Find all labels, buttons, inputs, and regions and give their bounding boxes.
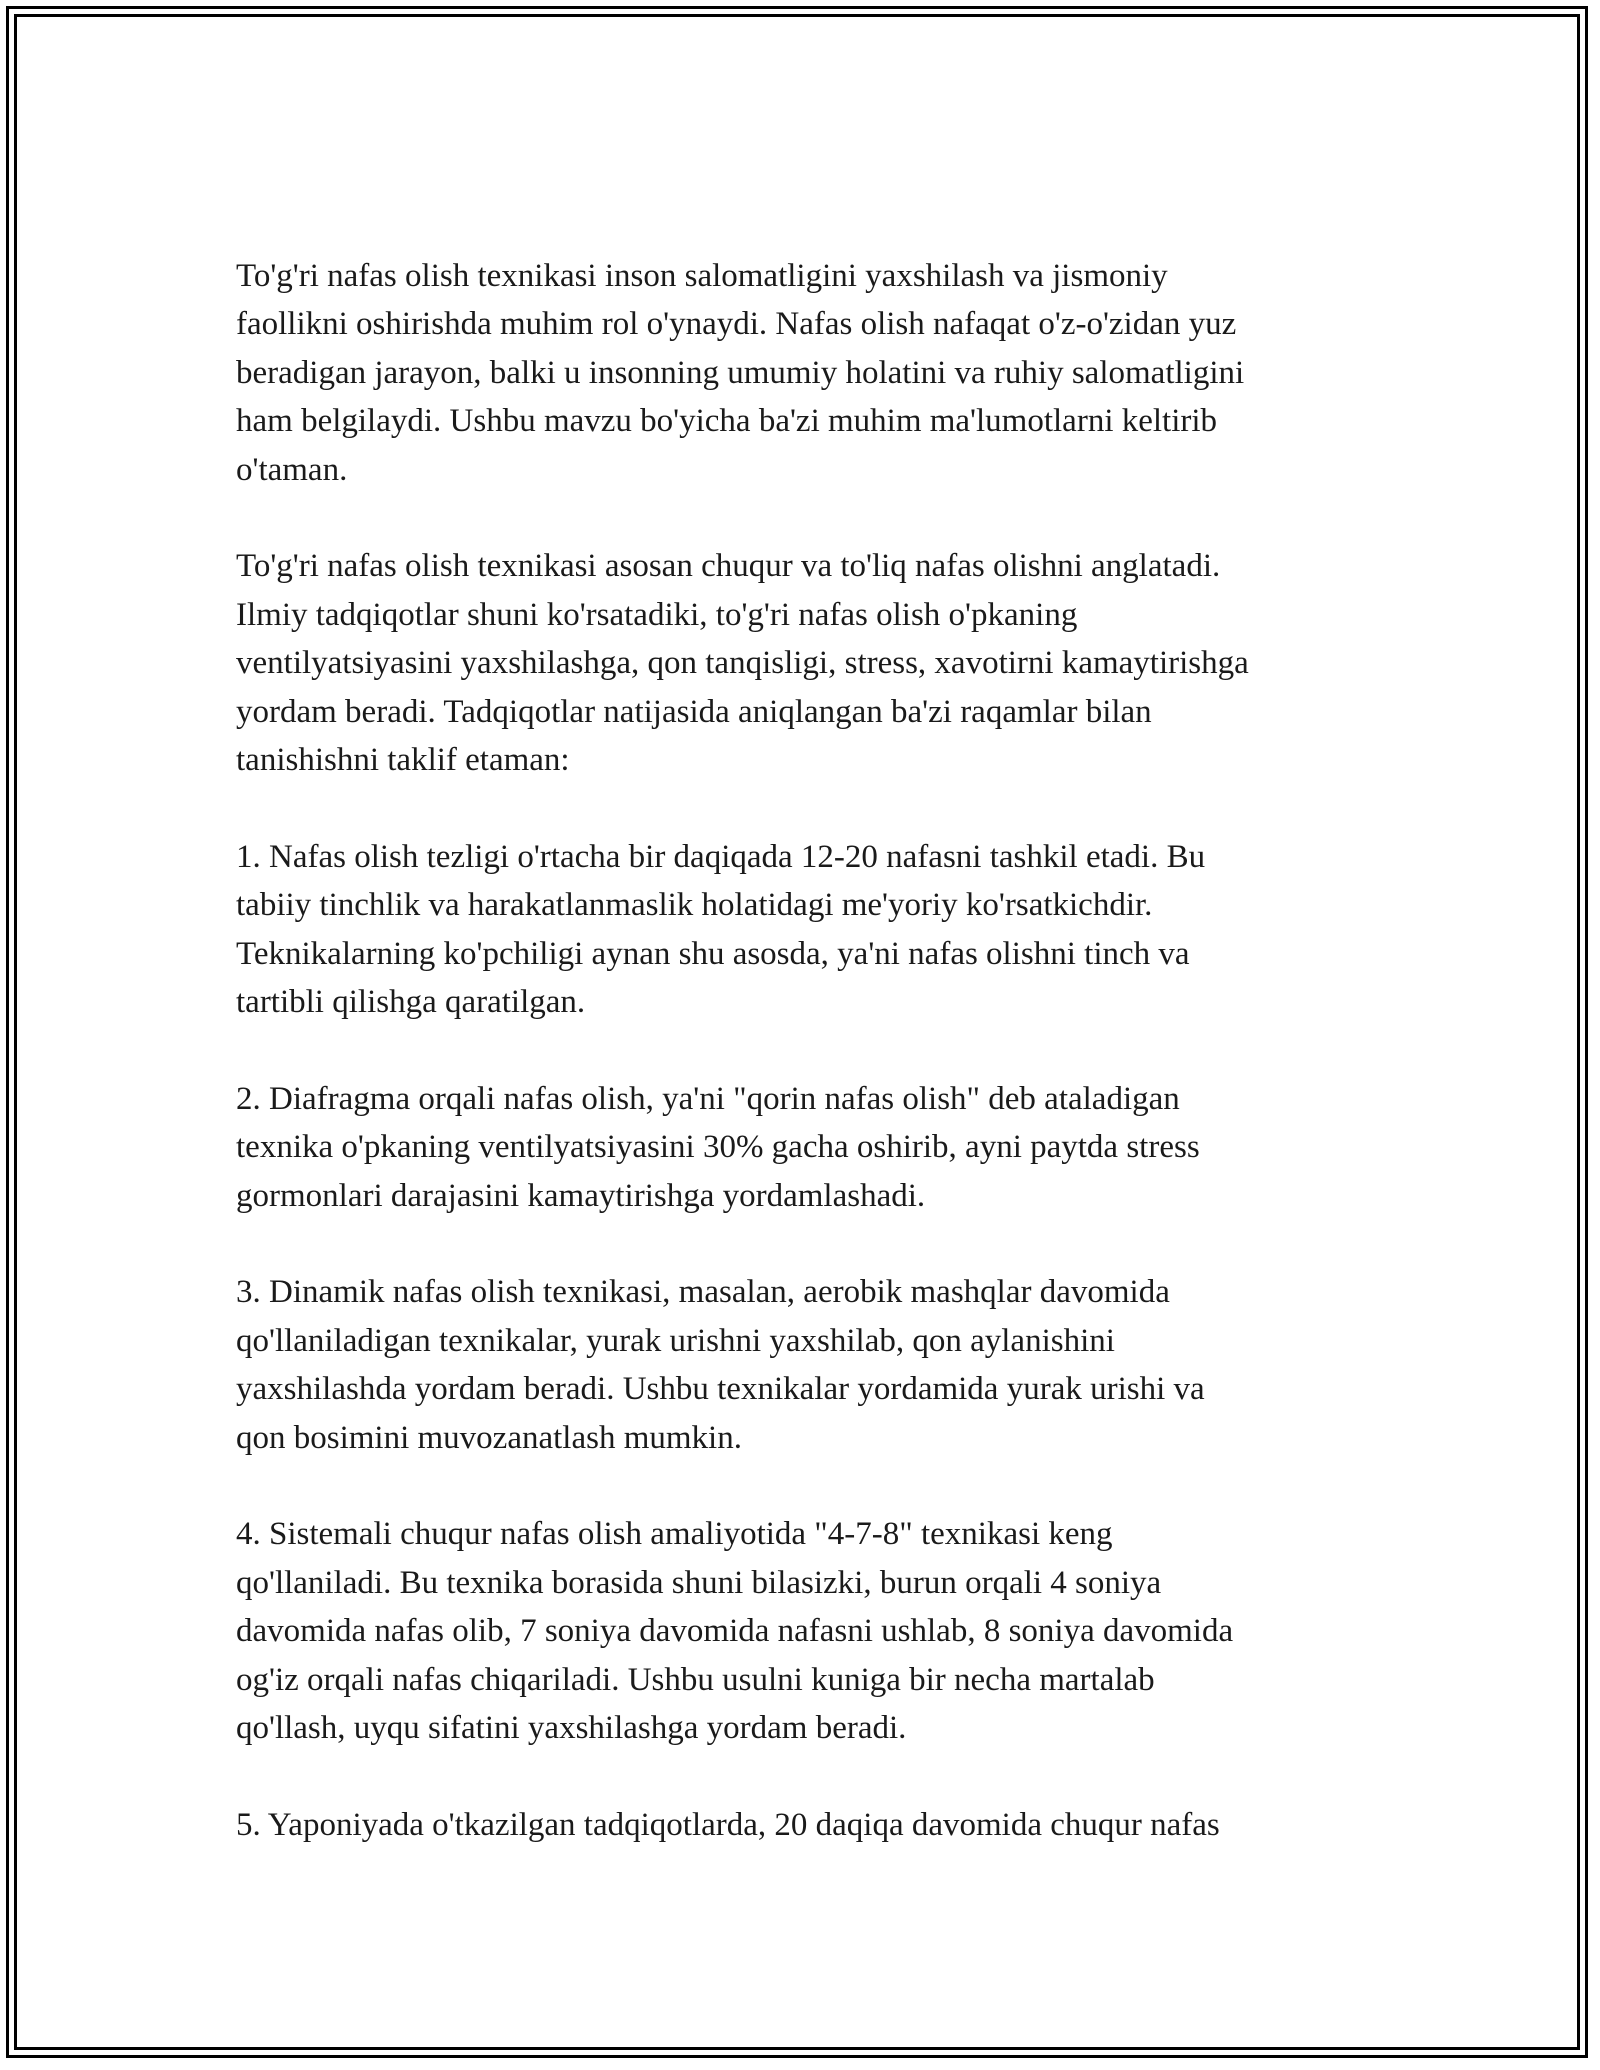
paragraph-technique-overview: To'g'ri nafas olish texnikasi asosan chuqur va to'liq nafas olishni anglatadi. Ilmiy tadqiqotlar shuni ko'rsatadiki, to'g'ri nafas olish o'pkaning ventilyatsiyasini yaxshilashga, qon tanqisligi, stress, xavotirni kamaytirishga yordam beradi. Tadqiqotlar natijasida aniqlangan ba'zi raqamlar bilan tanishishni taklif etaman:	[236, 548, 1249, 779]
paragraph-point-3: 3. Dinamik nafas olish texnikasi, masalan, aerobik mashqlar davomida qo'llaniladigan texnikalar, yurak urishni yaxshilab, qon aylanishini yaxshilashda yordam beradi. Ushbu texnikalar yordamida yurak urishi va qon bosimini muvozanatlash mumkin.	[236, 1274, 1205, 1456]
paragraph-point-2: 2. Diafragma orqali nafas olish, ya'ni "qorin nafas olish" deb ataladigan texnika o'pkaning ventilyatsiyasini 30% gacha oshirib, ayni paytda stress gormonlari darajasini kamaytirishga yordamlashadi.	[236, 1080, 1200, 1214]
paragraph-point-1: 1. Nafas olish tezligi o'rtacha bir daqiqada 12-20 nafasni tashkil etadi. Bu tabiiy tinchlik va harakatlanmaslik holatidagi me'yoriy ko'rsatkichdir. Teknikalarning ko'pchiligi aynan shu asosda, ya'ni nafas olishni tinch va tartibli qilishga qaratilgan.	[236, 838, 1206, 1021]
paragraph-point-5: 5. Yaponiyada o'tkazilgan tadqiqotlarda, 20 daqiqa davomida chuqur nafas	[236, 1806, 1220, 1843]
paragraph-point-4: 4. Sistemali chuqur nafas olish amaliyotida "4-7-8" texnikasi keng qo'llaniladi. Bu texnika borasida shuni bilasizki, burun orqali 4 soniya davomida nafas olib, 7 soniya davomida nafasni ushlab, 8 soniya davomida og'iz orqali nafas chiqariladi. Ushbu usulni kuniga bir necha martalab qo'llash, uyqu sifatini yaxshilashga yordam beradi.	[236, 1516, 1234, 1747]
paragraph-intro: To'g'ri nafas olish texnikasi inson salomatligini yaxshilash va jismoniy faollikni oshirishda muhim rol o'ynaydi. Nafas olish nafaqat o'z-o'zidan yuz beradigan jarayon, balki u insonning umumiy holatini va ruhiy salomatligini ham belgilaydi. Ushbu mavzu bo'yicha ba'zi muhim ma'lumotlarni keltirib o'taman.	[236, 258, 1245, 488]
document-body	[236, 252, 1386, 1898]
